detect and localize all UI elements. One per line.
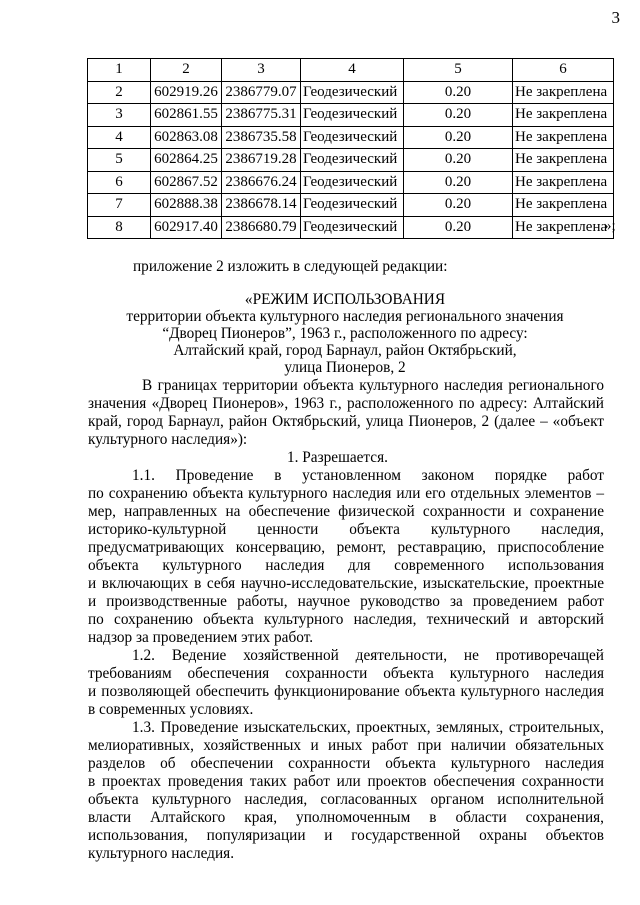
accuracy: 0.20	[404, 81, 513, 104]
fixation: Не закреплена	[513, 126, 614, 149]
paragraph-line: 1.1. Проведение в установленном законом порядке работ	[132, 467, 604, 484]
paragraph-line: предусматривающих консервацию, ремонт, реставрацию, приспособление	[88, 539, 604, 556]
accuracy: 0.20	[404, 149, 513, 172]
coord-x: 602864.25	[151, 149, 222, 172]
point-number: 3	[88, 104, 151, 127]
section-heading: 1. Разрешается.	[287, 449, 388, 466]
paragraph-line: в современных условиях.	[88, 701, 254, 718]
method: Геодезический	[301, 171, 404, 194]
paragraph-line: 1.2. Ведение хозяйственной деятельности, не противоречащей	[132, 647, 604, 664]
table-closing-quote: »;	[604, 218, 616, 234]
coord-x: 602888.38	[151, 194, 222, 217]
table-header-row	[88, 59, 614, 82]
fixation: Не закреплена	[513, 81, 614, 104]
fixation: Не закреплена	[513, 216, 614, 239]
coord-y: 2386719.28	[222, 149, 301, 172]
point-number: 5	[88, 149, 151, 172]
coord-y: 2386680.79	[222, 216, 301, 239]
point-number: 7	[88, 194, 151, 217]
paragraph-line: власти Алтайского края, уполномоченным в области сохранения,	[88, 809, 604, 826]
fixation: Не закреплена	[513, 194, 614, 217]
paragraph-line: по сохранению объекта культурного наследия, технический и авторский	[88, 611, 604, 628]
coordinates-table	[87, 58, 614, 239]
table-row	[88, 126, 614, 149]
fixation: Не закреплена	[513, 149, 614, 172]
table-header-cell: 4	[301, 59, 404, 82]
paragraph-line: и производственные работы, научное руководство за проведением работ	[88, 593, 604, 610]
coord-y: 2386676.24	[222, 171, 301, 194]
paragraph-line: в проектах проведения таких работ или проектов обеспечения сохранности	[88, 773, 604, 790]
fixation: Не закреплена	[513, 104, 614, 127]
method: Геодезический	[301, 104, 404, 127]
paragraph-line: надзор за проведением этих работ.	[88, 629, 314, 646]
accuracy: 0.20	[404, 194, 513, 217]
page-number: 3	[611, 8, 620, 27]
paragraph-line: культурного наследия.	[88, 845, 235, 862]
coord-y: 2386678.14	[222, 194, 301, 217]
method: Геодезический	[301, 126, 404, 149]
coord-x: 602863.08	[151, 126, 222, 149]
paragraph-line: В границах территории объекта культурного наследия регионального	[142, 377, 604, 394]
accuracy: 0.20	[404, 126, 513, 149]
paragraph-line: требованиям обеспечения сохранности объекта культурного наследия	[88, 665, 604, 682]
fixation: Не закреплена	[513, 171, 614, 194]
paragraph-line: разделов об обеспечении сохранности объекта культурного наследия	[88, 755, 604, 772]
table-header-cell: 3	[222, 59, 301, 82]
point-number: 8	[88, 216, 151, 239]
table-header-cell: 1	[88, 59, 151, 82]
paragraph-line: историко-культурной ценности объекта культурного наследия,	[88, 521, 604, 538]
heading-line: улица Пионеров, 2	[284, 359, 406, 376]
table-row	[88, 104, 614, 127]
coord-x: 602917.40	[151, 216, 222, 239]
table-header-cell: 6	[513, 59, 614, 82]
table-row	[88, 149, 614, 172]
regime-title: «РЕЖИМ ИСПОЛЬЗОВАНИЯ	[244, 291, 446, 308]
point-number: 4	[88, 126, 151, 149]
point-number: 2	[88, 81, 151, 104]
method: Геодезический	[301, 149, 404, 172]
paragraph-line: объекта культурного наследия для современного использования	[88, 557, 604, 574]
point-number: 6	[88, 171, 151, 194]
table-header-cell: 2	[151, 59, 222, 82]
table-row	[88, 216, 614, 239]
paragraph-line: культурного наследия»):	[88, 431, 248, 448]
accuracy: 0.20	[404, 216, 513, 239]
coord-x: 602861.55	[151, 104, 222, 127]
heading-line: Алтайский край, город Барнаул, район Октябрьский,	[173, 342, 517, 359]
accuracy: 0.20	[404, 104, 513, 127]
paragraph-line: 1.3. Проведение изыскательских, проектных, земляных, строительных,	[132, 719, 604, 736]
accuracy: 0.20	[404, 171, 513, 194]
paragraph-line: и позволяющей обеспечить функционирование объекта культурного наследия	[88, 683, 604, 700]
intro-text: приложение 2 изложить в следующей редакции:	[133, 258, 448, 275]
method: Геодезический	[301, 216, 404, 239]
paragraph-line: край, город Барнаул, район Октябрьский, улица Пионеров, 2 (далее – «объект	[88, 413, 604, 430]
paragraph-line: по сохранению объекта культурного наследия или его отдельных элементов –	[88, 485, 604, 502]
coord-x: 602919.26	[151, 81, 222, 104]
heading-line: территории объекта культурного наследия регионального значения	[126, 308, 564, 325]
paragraph-line: объекта культурного наследия, согласованных органом исполнительной	[88, 791, 604, 808]
paragraph-line: мелиоративных, хозяйственных и иных работ при наличии обязательных	[88, 737, 604, 754]
method: Геодезический	[301, 81, 404, 104]
table-row	[88, 194, 614, 217]
coord-y: 2386775.31	[222, 104, 301, 127]
paragraph-line: значения «Дворец Пионеров», 1963 г., расположенного по адресу: Алтайский	[88, 395, 604, 412]
table-row	[88, 171, 614, 194]
coord-y: 2386779.07	[222, 81, 301, 104]
method: Геодезический	[301, 194, 404, 217]
paragraph-line: и включающих в себя научно-исследовательские, изыскательские, проектные	[88, 575, 604, 592]
paragraph-line: мер, направленных на обеспечение физической сохранности и сохранение	[88, 503, 604, 520]
coord-y: 2386735.58	[222, 126, 301, 149]
heading-line: “Дворец Пионеров”, 1963 г., расположенного по адресу:	[162, 325, 528, 342]
paragraph-line: использования, популяризации и государственной охраны объектов	[88, 827, 604, 844]
table-header-cell: 5	[404, 59, 513, 82]
coord-x: 602867.52	[151, 171, 222, 194]
table-row	[88, 81, 614, 104]
